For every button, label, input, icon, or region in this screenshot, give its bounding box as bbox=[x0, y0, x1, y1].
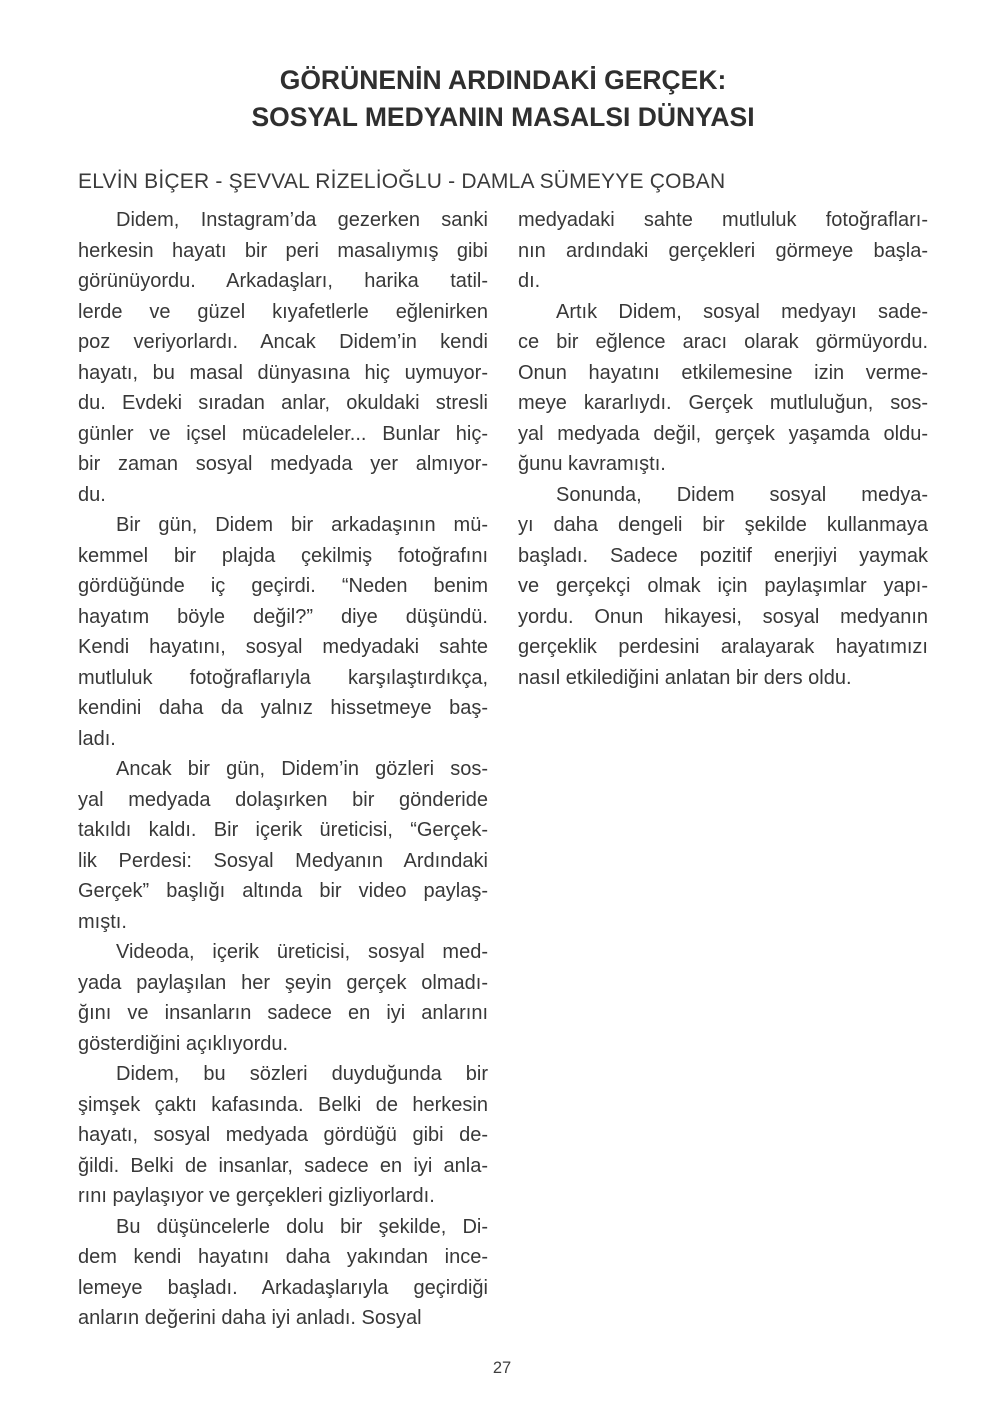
text-line: başladı. Sadece pozitif enerjiyi yaymak bbox=[518, 544, 928, 567]
text-line: gördüğünde iç geçirdi. “Neden benim bbox=[78, 575, 488, 597]
text-line: du. Evdeki sıradan anlar, okuldaki stresli bbox=[78, 392, 488, 414]
paragraph bbox=[518, 205, 928, 297]
text-line: ğını ve insanların sadece en iyi anlarını bbox=[78, 1002, 488, 1024]
text-line: yal medyada dolaşırken bir gönderide bbox=[78, 788, 488, 811]
paragraph bbox=[78, 937, 488, 1059]
text-line: gösterdiğini açıklıyordu. bbox=[78, 1032, 289, 1055]
text-line: kendini daha da yalnız hissetmeye baş- bbox=[78, 697, 488, 719]
title-line-1: GÖRÜNENİN ARDINDAKİ GERÇEK: bbox=[279, 65, 727, 95]
text-line: poz veriyorlardı. Ancak Didem’in kendi bbox=[78, 331, 488, 353]
text-line: lemeye başladı. Arkadaşlarıyla geçirdiği bbox=[78, 1276, 488, 1299]
paragraph bbox=[78, 510, 488, 754]
text-line: ve gerçekçi olmak için paylaşımlar yapı- bbox=[518, 575, 928, 597]
text-line: kemmel bir plajda çekilmiş fotoğrafını bbox=[78, 544, 488, 567]
text-line: dem kendi hayatını daha yakından ince- bbox=[78, 1246, 488, 1268]
paragraph bbox=[78, 205, 488, 510]
text-line: hayatı, bu masal dünyasına hiç uymuyor- bbox=[78, 361, 488, 384]
authors-line: ELVİN BİÇER - ŞEVVAL RİZELİOĞLU - DAMLA SÜMEYYE ÇOBAN bbox=[78, 170, 726, 193]
text-line: mıştı. bbox=[78, 910, 127, 933]
article-body bbox=[78, 205, 928, 1334]
text-line: du. bbox=[78, 483, 106, 506]
text-line: takıldı kaldı. Bir içerik üreticisi, “Gerçek- bbox=[78, 819, 488, 841]
text-line: Onun hayatını etkilemesine izin verme- bbox=[518, 361, 928, 384]
text-line: Sonunda, Didem sosyal medya- bbox=[556, 483, 928, 506]
text-line: nasıl etkilediğini anlatan bir ders oldu. bbox=[518, 666, 852, 689]
paragraph bbox=[518, 297, 928, 480]
text-line: Bir gün, Didem bir arkadaşının mü- bbox=[116, 514, 488, 536]
text-line: Didem, Instagram’da gezerken sanki bbox=[116, 209, 488, 231]
paragraph bbox=[518, 480, 928, 694]
text-line: ladı. bbox=[78, 727, 116, 750]
text-line: medyadaki sahte mutluluk fotoğrafları- bbox=[518, 209, 928, 231]
text-line: Didem, bu sözleri duyduğunda bir bbox=[116, 1063, 488, 1085]
text-line: gerçeklik perdesini aralayarak hayatımızı bbox=[518, 636, 928, 658]
text-line: rını paylaşıyor ve gerçekleri gizliyorlardı. bbox=[78, 1185, 435, 1207]
article-title bbox=[78, 62, 928, 136]
text-line: hayatım böyle değil?” diye düşündü. bbox=[78, 605, 488, 628]
text-line: ğunu kavramıştı. bbox=[518, 453, 666, 475]
paragraph bbox=[78, 1059, 488, 1212]
text-line: ce bir eğlence aracı olarak görmüyordu. bbox=[518, 331, 928, 353]
text-line: Artık Didem, sosyal medyayı sade- bbox=[556, 300, 928, 323]
text-line: mutluluk fotoğraflarıyla karşılaştırdıkça, bbox=[78, 666, 488, 689]
text-line: yordu. Onun hikayesi, sosyal medyanın bbox=[518, 605, 928, 628]
text-line: herkesin hayatı bir peri masalıymış gibi bbox=[78, 239, 488, 262]
text-line: lerde ve güzel kıyafetlerle eğlenirken bbox=[78, 300, 488, 323]
title-line-2: SOSYAL MEDYANIN MASALSI DÜNYASI bbox=[251, 102, 755, 132]
text-line: ğildi. Belki de insanlar, sadece en iyi anla- bbox=[78, 1154, 488, 1177]
text-line: anların değerini daha iyi anladı. Sosyal bbox=[78, 1307, 422, 1329]
left-column bbox=[78, 205, 488, 1334]
text-line: Kendi hayatını, sosyal medyadaki sahte bbox=[78, 636, 488, 658]
text-line: meye kararlıydı. Gerçek mutluluğun, sos- bbox=[518, 392, 928, 414]
page-number: 27 bbox=[492, 1359, 512, 1377]
text-line: Bu düşüncelerle dolu bir şekilde, Di- bbox=[116, 1215, 488, 1238]
text-line: günler ve içsel mücadeleler... Bunlar hiç- bbox=[78, 422, 488, 445]
text-line: Ancak bir gün, Didem’in gözleri sos- bbox=[116, 758, 488, 780]
text-line: lik Perdesi: Sosyal Medyanın Ardındaki bbox=[78, 849, 488, 872]
text-line: hayatı, sosyal medyada gördüğü gibi de- bbox=[78, 1124, 488, 1146]
text-line: Gerçek” başlığı altında bir video paylaş- bbox=[78, 880, 488, 902]
text-line: şimşek çaktı kafasında. Belki de herkesin bbox=[78, 1093, 488, 1116]
text-line: nın ardındaki gerçekleri görmeye başla- bbox=[518, 239, 928, 262]
paragraph bbox=[78, 1212, 488, 1334]
right-column bbox=[518, 205, 928, 1334]
text-line: Videoda, içerik üreticisi, sosyal med- bbox=[116, 941, 488, 963]
text-line: dı. bbox=[518, 270, 541, 292]
paragraph bbox=[78, 754, 488, 937]
text-line: bir zaman sosyal medyada yer almıyor- bbox=[78, 453, 488, 475]
text-line: görünüyordu. Arkadaşları, harika tatil- bbox=[78, 270, 488, 292]
text-line: yal medyada değil, gerçek yaşamda oldu- bbox=[518, 422, 928, 445]
text-line: yada paylaşılan her şeyin gerçek olmadı- bbox=[78, 971, 488, 994]
text-line: yı daha dengeli bir şekilde kullanmaya bbox=[518, 514, 928, 536]
